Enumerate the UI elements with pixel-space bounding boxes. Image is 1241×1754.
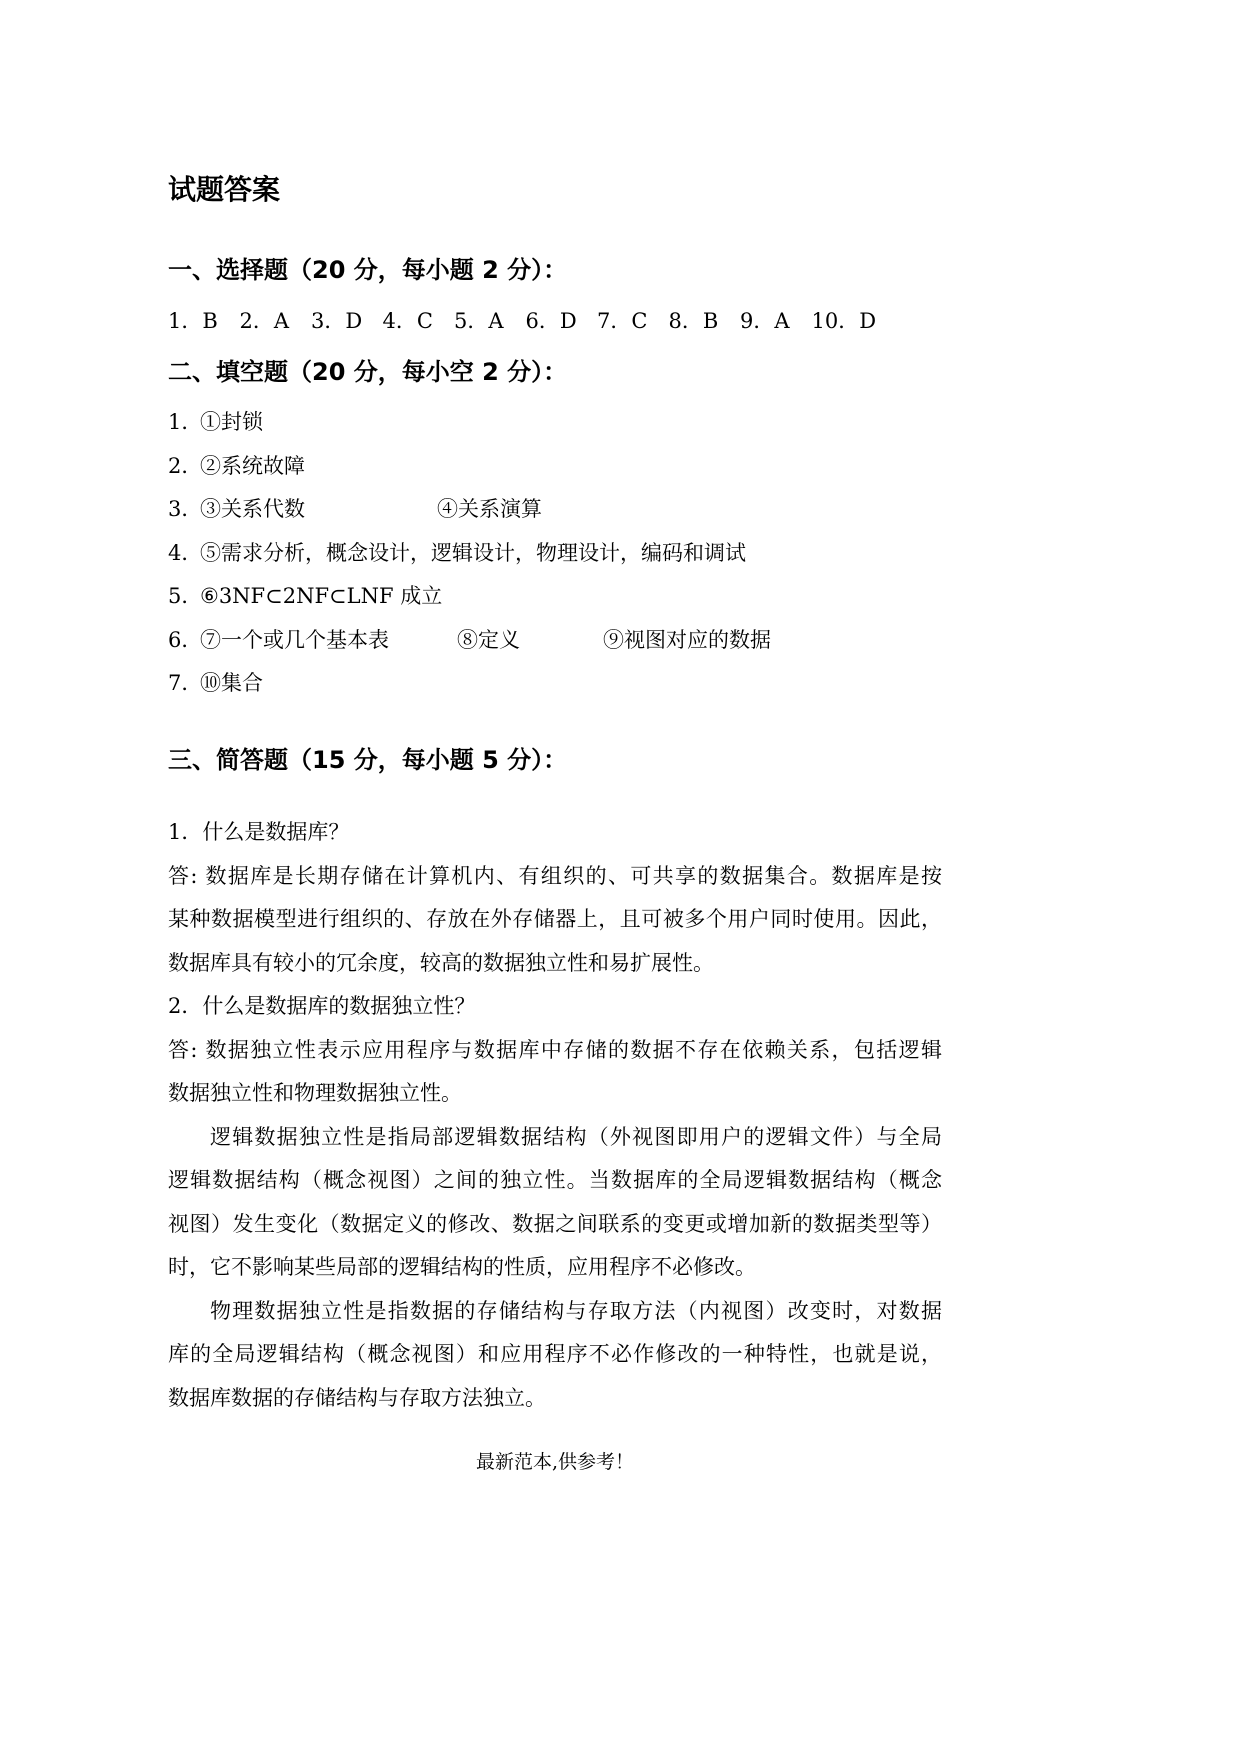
- choice-answer: 10．D: [811, 309, 877, 334]
- item-number: 2．: [168, 453, 203, 478]
- fill-item: [168, 532, 942, 576]
- fill-item: [168, 575, 942, 619]
- fill-answers-list: [168, 401, 942, 706]
- item-number: 4．: [168, 540, 203, 565]
- answer-line: 时，它不影响某些局部的逻辑结构的性质，应用程序不必修改。: [168, 1255, 756, 1280]
- answer-line: 库的全局逻辑结构（概念视图）和应用程序不必作修改的一种特性，也就是说，: [168, 1342, 942, 1367]
- answer-line: 物理数据独立性是指数据的存储结构与存取方法（内视图）改变时，对数据: [210, 1298, 942, 1323]
- fill-item: [168, 445, 942, 489]
- answer-line: 数据库数据的存储结构与存取方法独立。: [168, 1385, 546, 1410]
- fill-item: [168, 488, 942, 532]
- answer-line: 数据库具有较小的冗余度，较高的数据独立性和易扩展性。: [168, 950, 714, 975]
- fill-answer: ①封锁: [200, 410, 263, 435]
- item-number: 1．: [168, 410, 203, 435]
- short-answer-list: [168, 811, 942, 1420]
- fill-item: [168, 662, 942, 706]
- fill-answer: ③关系代数: [200, 497, 305, 522]
- item-number: 3．: [168, 497, 203, 522]
- choice-answer: 9．A: [740, 309, 790, 334]
- section-short-answer-heading: 三、简答题（15 分，每小题 5 分）：: [168, 746, 568, 774]
- choice-answer: 6．D: [525, 309, 577, 334]
- answer-line: 视图）发生变化（数据定义的修改、数据之间联系的变更或增加新的数据类型等）: [168, 1211, 942, 1236]
- choice-answer: 5．A: [454, 309, 504, 334]
- choice-answer: 3．D: [311, 309, 363, 334]
- question-text: 1．什么是数据库？: [168, 820, 350, 845]
- answer-line: 答: 数据库是长期存储在计算机内、有组织的、可共享的数据集合。数据库是按: [168, 863, 942, 888]
- question-text: 2．什么是数据库的数据独立性？: [168, 994, 476, 1019]
- fill-answer: ⑥3NF⊂2NF⊂LNF 成立: [200, 584, 443, 609]
- fill-answer: ④关系演算: [437, 497, 542, 522]
- choice-answer: 7．C: [597, 309, 648, 334]
- answer-line: 某种数据模型进行组织的、存放在外存储器上，且可被多个用户同时使用。因此，: [168, 907, 942, 932]
- fill-item: [168, 401, 942, 445]
- item-number: 7．: [168, 671, 203, 696]
- answer-line: 答: 数据独立性表示应用程序与数据库中存储的数据不存在依赖关系，包括逻辑: [168, 1037, 942, 1062]
- answer-line: 逻辑数据结构（概念视图）之间的独立性。当数据库的全局逻辑数据结构（概念: [168, 1168, 942, 1193]
- choice-answer: 2．A: [239, 309, 290, 334]
- answer-line: 逻辑数据独立性是指局部逻辑数据结构（外视图即用户的逻辑文件）与全局: [210, 1124, 942, 1149]
- choice-answers-row: [168, 300, 942, 344]
- answer-line: 数据独立性和物理数据独立性。: [168, 1081, 462, 1106]
- fill-answer: ⑤需求分析，概念设计，逻辑设计，物理设计，编码和调试: [200, 540, 746, 565]
- fill-item: [168, 619, 942, 663]
- choice-answer: 8．B: [668, 309, 719, 334]
- fill-answer: ⑨视图对应的数据: [603, 627, 771, 652]
- fill-answer: ⑩集合: [200, 671, 263, 696]
- section-choice-heading: 一、选择题（20 分，每小题 2 分）：: [168, 256, 568, 284]
- page-footer: 最新范本,供参考！: [475, 1451, 635, 1473]
- fill-answer: ②系统故障: [200, 453, 305, 478]
- choice-answer: 1．B: [168, 309, 218, 334]
- page-title: 试题答案: [168, 173, 281, 206]
- fill-answer: ⑧定义: [457, 627, 520, 652]
- item-number: 6．: [168, 627, 203, 652]
- item-number: 5．: [168, 584, 203, 609]
- choice-answer: 4．C: [382, 309, 433, 334]
- section-fill-heading: 二、填空题（20 分，每小空 2 分）：: [168, 358, 568, 386]
- fill-answer: ⑦一个或几个基本表: [200, 627, 389, 652]
